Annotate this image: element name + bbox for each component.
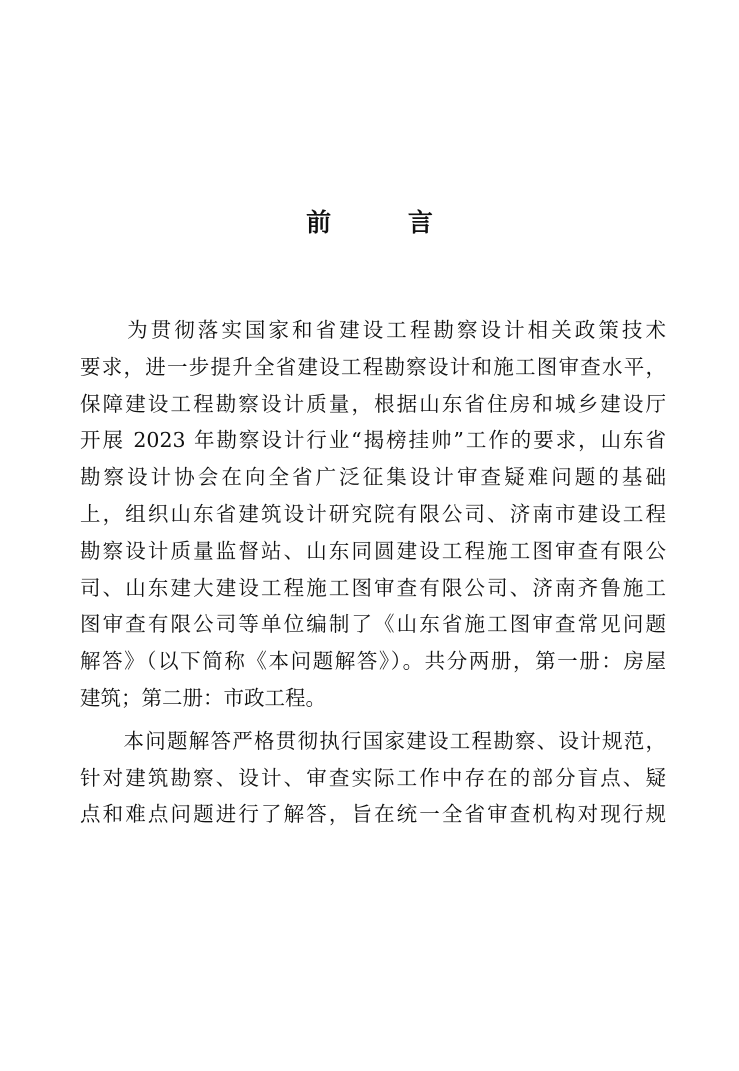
text-line: 勘察设计协会在向全省广泛征集设计审查疑难问题的基础 bbox=[80, 465, 666, 490]
page-title: 前 言 bbox=[306, 208, 467, 237]
text-line: 点和难点问题进行了解答，旨在统一全省审查机构对现行规 bbox=[80, 802, 666, 827]
text-line: 建筑；第二册：市政工程。 bbox=[80, 685, 326, 710]
preface-body bbox=[80, 312, 666, 833]
paragraph-2 bbox=[80, 723, 666, 833]
text-line: 司、山东建大建设工程施工图审查有限公司、济南齐鲁施工 bbox=[80, 575, 666, 600]
text-line: 解答》（以下简称《本问题解答》）。共分两册，第一册：房屋 bbox=[80, 649, 666, 674]
text-line: 本问题解答严格贯彻执行国家建设工程勘察、设计规范， bbox=[80, 728, 666, 753]
text-line: 上，组织山东省建筑设计研究院有限公司、济南市建设工程 bbox=[80, 501, 666, 526]
text-line: 勘察设计质量监督站、山东同圆建设工程施工图审查有限公 bbox=[80, 538, 666, 563]
text-line: 开展 2023 年勘察设计行业“揭榜挂帅”工作的要求，山东省 bbox=[80, 428, 666, 453]
text-line: 针对建筑勘察、设计、审查实际工作中存在的部分盲点、疑 bbox=[80, 765, 666, 790]
paragraph-1 bbox=[80, 312, 666, 717]
text-line: 要求，进一步提升全省建设工程勘察设计和施工图审查水平， bbox=[80, 354, 666, 379]
text-line: 保障建设工程勘察设计质量，根据山东省住房和城乡建设厅 bbox=[80, 391, 666, 416]
text-line: 图审查有限公司等单位编制了《山东省施工图审查常见问题 bbox=[80, 612, 666, 637]
text-line: 为贯彻落实国家和省建设工程勘察设计相关政策技术 bbox=[80, 318, 666, 342]
